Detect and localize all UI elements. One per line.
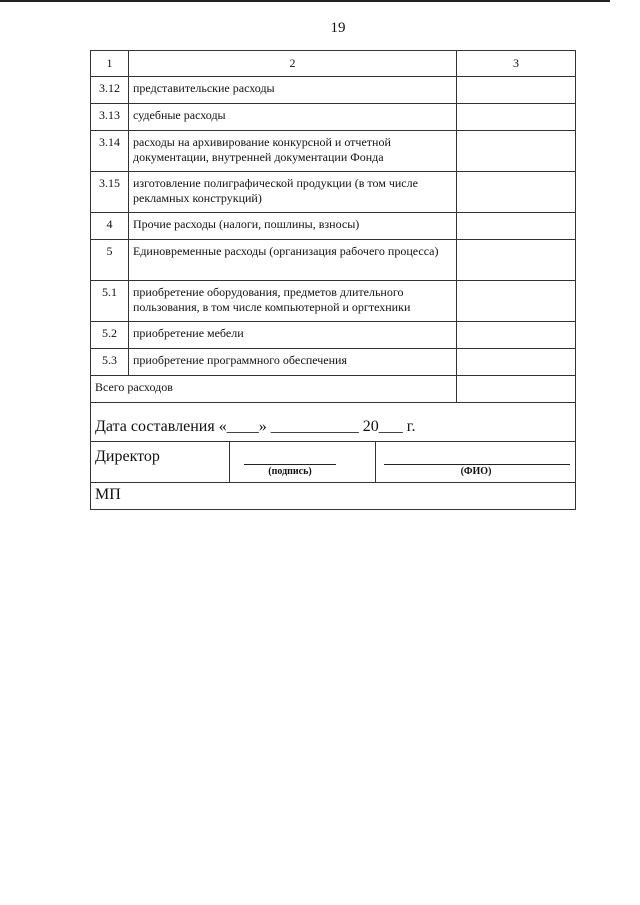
table-row (91, 239, 576, 280)
row-text: судебные расходы (129, 103, 457, 130)
row-number: 3.12 (91, 76, 129, 103)
stamp-row (90, 483, 576, 510)
row-number: 3.13 (91, 103, 129, 130)
name-cell[interactable] (376, 442, 575, 482)
signature-line (244, 464, 336, 465)
director-label-cell (91, 442, 230, 482)
signature-caption: (подпись) (268, 466, 312, 477)
stamp-label: МП (95, 486, 121, 503)
row-number: 4 (91, 212, 129, 239)
expenses-table (90, 50, 576, 403)
name-line (384, 464, 570, 465)
header-col-3: 3 (457, 51, 576, 77)
row-value[interactable] (457, 212, 576, 239)
row-number: 3.15 (91, 171, 129, 212)
row-text: приобретение оборудования, предметов длительного пользования, в том числе компьютерной и оргтехники (129, 280, 457, 321)
row-text: расходы на архивирование конкурсной и отчетной документации, внутренней документации Фонда (129, 130, 457, 171)
table-row (91, 348, 576, 375)
table-row (91, 76, 576, 103)
table-row (91, 103, 576, 130)
table-header-row (91, 51, 576, 77)
row-value[interactable] (457, 171, 576, 212)
row-number: 5.1 (91, 280, 129, 321)
row-value[interactable] (457, 239, 576, 280)
row-number: 3.14 (91, 130, 129, 171)
table-row (91, 130, 576, 171)
row-text: изготовление полиграфической продукции (в том числе рекламных конструкций) (129, 171, 457, 212)
row-text: Единовременные расходы (организация рабочего процесса) (129, 239, 457, 280)
signature-cell[interactable] (230, 442, 376, 482)
name-caption: (ФИО) (460, 466, 492, 477)
header-col-1: 1 (91, 51, 129, 77)
director-label: Директор (95, 448, 160, 465)
row-value[interactable] (457, 130, 576, 171)
row-text: представительские расходы (129, 76, 457, 103)
row-value[interactable] (457, 280, 576, 321)
table-row (91, 171, 576, 212)
row-value[interactable] (457, 348, 576, 375)
table-row (91, 321, 576, 348)
table-row (91, 280, 576, 321)
row-number: 5.2 (91, 321, 129, 348)
page-number: 19 (330, 20, 346, 36)
header-col-2: 2 (129, 51, 457, 77)
row-number: 5.3 (91, 348, 129, 375)
table-row (91, 212, 576, 239)
director-row (90, 442, 576, 483)
row-value[interactable] (457, 76, 576, 103)
date-row (90, 396, 576, 442)
row-number: 5 (91, 239, 129, 280)
row-text: приобретение мебели (129, 321, 457, 348)
top-rule (0, 0, 610, 2)
row-value[interactable] (457, 321, 576, 348)
date-line: Дата составления «____» ___________ 20___ г. (95, 418, 416, 435)
row-text: приобретение программного обеспечения (129, 348, 457, 375)
row-value[interactable] (457, 103, 576, 130)
signature-block (90, 396, 576, 510)
row-text: Прочие расходы (налоги, пошлины, взносы) (129, 212, 457, 239)
total-label: Всего расходов (91, 375, 457, 402)
